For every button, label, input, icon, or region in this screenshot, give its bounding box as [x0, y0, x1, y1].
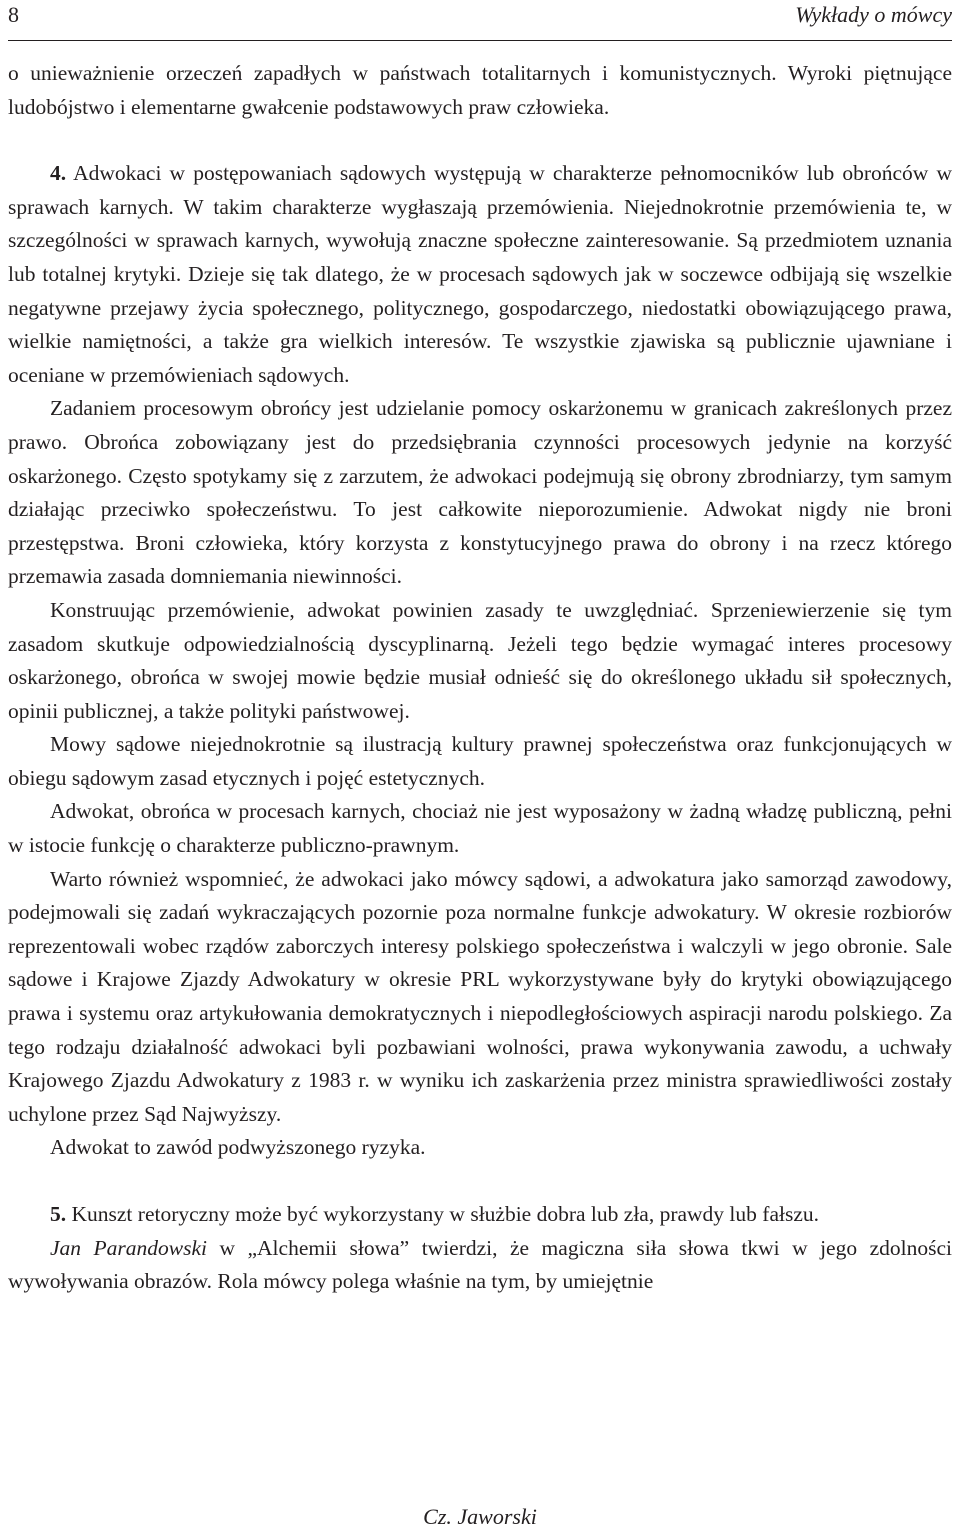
running-header: [8, 0, 952, 41]
section-5-number: 5.: [50, 1202, 67, 1226]
paragraph-parandowski: [8, 1232, 952, 1299]
paragraph-continuation: o unieważnienie orzeczeń zapadłych w państwach totalitarnych i komunistycznych. Wyroki piętnujące ludobójstwo i elementarne gwałcenie podstawowych praw człowieka.: [8, 61, 952, 119]
page-number: 8: [8, 2, 19, 27]
author-name: Jan Parandowski: [50, 1235, 207, 1260]
paragraph-risk: Adwokat to zawód podwyższonego ryzyka.: [50, 1135, 426, 1160]
section-4-number: 4.: [50, 161, 67, 186]
paragraph-legal-culture: Mowy sądowe niejednokrotnie są ilustracją kultury prawnej społeczeństwa oraz funkcjonujących w obiegu sądowym zasad etycznych i pojęć estetycznych.: [8, 732, 952, 790]
running-title: Wykłady o mówcy: [795, 2, 952, 27]
paragraph-parandowski-text: w „Alchemii słowa” twierdzi, że magiczna siła słowa tkwi w jego zdolności wywoływania obrazów. Rola mówcy polega właśnie na tym, by umiejętnie: [8, 1235, 952, 1294]
paragraph-speech-construction: Konstruując przemówienie, adwokat powinien zasady te uwzględniać. Sprzeniewierzenie się tym zasadom skutkuje odpowiedzialnością dyscyplinarną. Jeżeli tego będzie wymagać interes procesowy oskarżonego, obrońca w swojej mowie będzie musiał odnieść się do określonego układu sił społecznych, opinii publicznej, a także polityki państwowej.: [8, 597, 952, 723]
body-text: [8, 57, 952, 1299]
section-4-paragraph: [8, 157, 952, 392]
paragraph-public-function: Adwokat, obrońca w procesach karnych, chociaż nie jest wyposażony w żadną władzę publiczną, pełni w istocie funkcję o charakterze publiczno-prawnym.: [8, 799, 952, 858]
section-5-text: Kunszt retoryczny może być wykorzystany w służbie dobra lub zła, prawdy lub fałszu.: [66, 1202, 819, 1226]
section-5-paragraph: [8, 1198, 952, 1232]
section-4-text: Adwokaci w postępowaniach sądowych występują w charakterze pełnomocników lub obrońców w sprawach karnych. W takim charakterze wygłaszają przemówienia. Niejednokrotnie przemówienia te, w szczególności w sprawach karnych, wywołują znaczne społeczne zainteresowanie. Są przedmiotem uznania lub totalnej krytyki. Dzieje się tak dlatego, że w procesach sądowych jak w soczewce odbijają się wszelkie negatywne przejawy życia społecznego, politycznego, gospodarczego, niedostatki obowiązującego prawa, wielkie namiętności, a także gra wielkich interesów. Te wszystkie zjawiska są publicznie ujawniane i oceniane w przemówieniach sądowych.: [8, 161, 952, 387]
paragraph-defense-duty: Zadaniem procesowym obrońcy jest udzielanie pomocy oskarżonemu w granicach zakreślonych przez prawo. Obrońca zobowiązany jest do przedsiębrania czynności procesowych jedynie na korzyść oskarżonego. Często spotykamy się z zarzutem, że adwokaci podejmują się obrony zbrodniarzy, tym samym działając przeciwko społeczeństwu. To jest całkowite nieporozumienie. Adwokat nigdy nie broni przestępstwa. Broni człowieka, który korzysta z konstytucyjnego prawa do obrony i na rzecz którego przemawia zasada domniemania niewinności.: [8, 396, 952, 589]
paragraph-history: Warto również wspomnieć, że adwokaci jako mówcy sądowi, a adwokatura jako samorząd zawodowy, podejmowali się zadań wykraczających pozornie poza normalne funkcje adwokatury. W okresie rozbiorów reprezentowali wobec rządów zaborczych interesy polskiego społeczeństwa i walczyli w jego obronie. Sale sądowe i Krajowe Zjazdy Adwokatury w okresie PRL wykorzystywane były do krytyki obowiązującego prawa i systemu oraz artykułowania demokratycznych i niepodległościowych aspiracji narodu polskiego. Za tego rodzaju działalność adwokaci byli pozbawiani wolności, prawa wykonywania zawodu, a uchwały Krajowego Zjazdu Adwokatury z 1983 r. w wyniku ich zaskarżenia przez ministra sprawiedliwości zostały uchylone przez Sąd Najwyższy.: [8, 866, 952, 1126]
footer-author: Cz. Jaworski: [423, 1504, 537, 1529]
